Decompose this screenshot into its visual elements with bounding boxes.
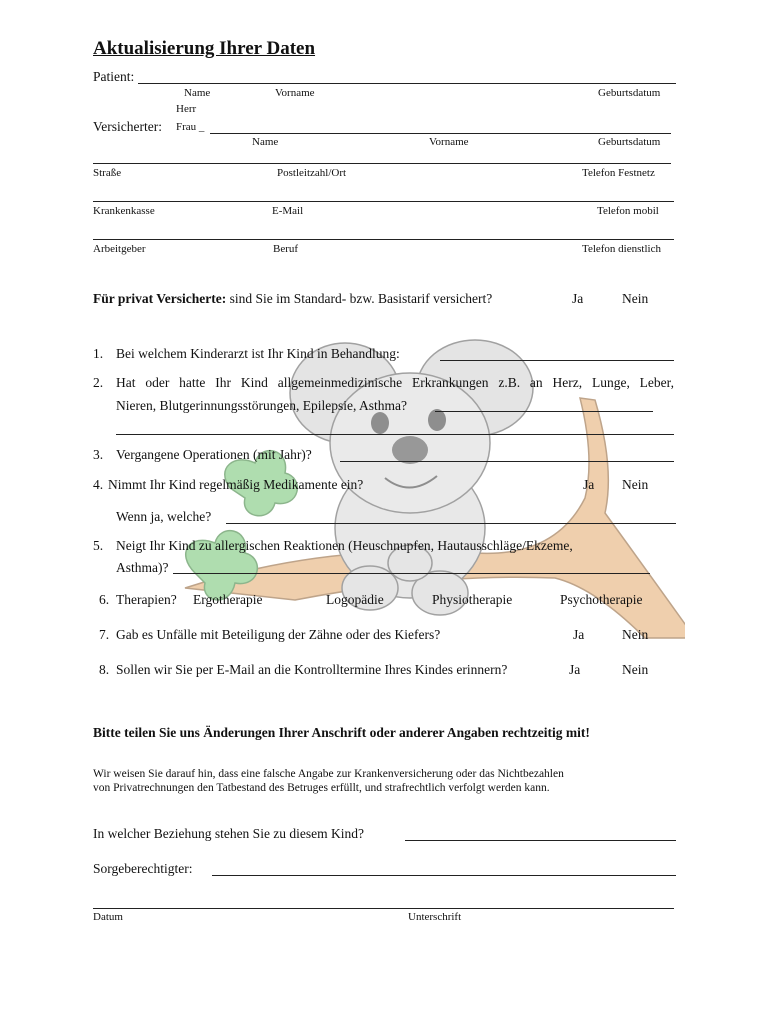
q1-input-line[interactable] [440,360,674,361]
q6-option-psychotherapie[interactable]: Psychotherapie [560,592,643,607]
q2-input-line1[interactable] [435,411,653,412]
signature-input-line[interactable] [93,908,674,909]
q1-number: 1. [93,346,104,361]
datum-caption: Datum [93,911,123,923]
q4-ja-option[interactable]: Ja [583,477,595,492]
beziehung-input-line[interactable] [405,840,676,841]
versicherter-geburtsdatum-caption: Geburtsdatum [598,136,661,148]
q5-number: 5. [93,538,104,553]
q7-text: Gab es Unfälle mit Beteiligung der Zähne oder des Kiefers? [116,627,441,642]
patient-geburtsdatum-caption: Geburtsdatum [598,87,661,99]
q5-input-line[interactable] [173,573,650,574]
q6-option-ergotherapie[interactable]: Ergotherapie [193,592,263,607]
q6-option-physiotherapie[interactable]: Physiotherapie [432,592,513,607]
q5-text-line1: Neigt Ihr Kind zu allergischen Reaktionen (Heuschnupfen, Hautausschläge/Ekzeme, [116,538,573,553]
versicherter-vorname-caption: Vorname [429,136,469,148]
q7-ja-option[interactable]: Ja [573,627,585,642]
q4-text: Nimmt Ihr Kind regelmäßig Medikamente ein? [108,477,364,492]
q4-followup-text: Wenn ja, welche? [116,509,212,524]
beruf-caption: Beruf [273,243,299,255]
patient-vorname-caption: Vorname [275,87,315,99]
versicherter-name-caption: Name [252,136,279,148]
q8-text: Sollen wir Sie per E-Mail an die Kontrolltermine Ihres Kindes erinnern? [116,662,508,677]
notice-text: Bitte teilen Sie uns Änderungen Ihrer Anschrift oder anderer Angaben rechtzeitig mit! [93,725,590,740]
beziehung-text: In welcher Beziehung stehen Sie zu diesem Kind? [93,826,365,841]
q2-text-line1: Hat oder hatte Ihr Kind allgemeinmedizinische Erkrankungen z.B. an Herz, Lunge, Leber, [116,375,674,390]
sorgeberechtigter-text: Sorgeberechtigter: [93,861,193,876]
q3-text: Vergangene Operationen (mit Jahr)? [116,447,312,462]
telefon-festnetz-caption: Telefon Festnetz [582,167,655,179]
q6-option-logopaedie[interactable]: Logopädie [326,592,384,607]
q4-number: 4. [93,477,104,492]
q7-nein-option[interactable]: Nein [622,627,649,642]
q2-text-line2: Nieren, Blutgerinnungsstörungen, Epilepsie, Asthma? [116,398,407,413]
q4-nein-option[interactable]: Nein [622,477,649,492]
q6-number: 6. [99,592,110,607]
q5-text-line2: Asthma)? [116,560,169,575]
page-title: Aktualisierung Ihrer Daten [93,38,316,59]
krankenkasse-input-line[interactable] [93,201,674,202]
privat-question-text: sind Sie im Standard- bzw. Basistarif versichert? [229,291,493,306]
q4-followup-input-line[interactable] [226,523,676,524]
patient-input-line[interactable] [138,83,676,84]
email-caption: E-Mail [272,205,304,217]
q3-input-line[interactable] [340,461,674,462]
q8-nein-option[interactable]: Nein [622,662,649,677]
plz-ort-caption: Postleitzahl/Ort [277,167,347,179]
privat-question [93,291,492,307]
patient-name-caption: Name [184,87,211,99]
privat-nein-option[interactable]: Nein [622,291,649,306]
versicherter-label: Versicherter: [93,119,162,134]
q1-text: Bei welchem Kinderarzt ist Ihr Kind in Behandlung: [116,346,400,361]
q2-input-line2[interactable] [116,434,674,435]
arbeitgeber-input-line[interactable] [93,239,674,240]
krankenkasse-caption: Krankenkasse [93,205,155,217]
arbeitgeber-caption: Arbeitgeber [93,243,146,255]
telefon-dienstlich-caption: Telefon dienstlich [582,243,661,255]
q6-text: Therapien? [116,592,177,607]
telefon-mobil-caption: Telefon mobil [597,205,659,217]
unterschrift-caption: Unterschrift [408,911,462,923]
q8-number: 8. [99,662,110,677]
q2-number: 2. [93,375,104,390]
patient-label: Patient: [93,69,135,84]
privat-question-bold: Für privat Versicherte: [93,291,227,306]
versicherter-frau-option[interactable]: Frau _ [176,121,205,133]
disclaimer-line2: von Privatrechnungen den Tatbestand des Betruges erfüllt, und strafrechtlich verfolgt werden kann. [93,782,550,794]
q3-number: 3. [93,447,104,462]
disclaimer-line1: Wir weisen Sie darauf hin, dass eine falsche Angabe zur Krankenversicherung oder das Nichtbezahlen [93,768,564,780]
versicherter-herr-option[interactable]: Herr [176,103,197,115]
q8-ja-option[interactable]: Ja [569,662,581,677]
privat-ja-option[interactable]: Ja [572,291,584,306]
sorgeberechtigter-input-line[interactable] [212,875,676,876]
strasse-input-line[interactable] [93,163,671,164]
q7-number: 7. [99,627,110,642]
strasse-caption: Straße [93,167,122,179]
versicherter-input-line[interactable] [210,133,671,134]
